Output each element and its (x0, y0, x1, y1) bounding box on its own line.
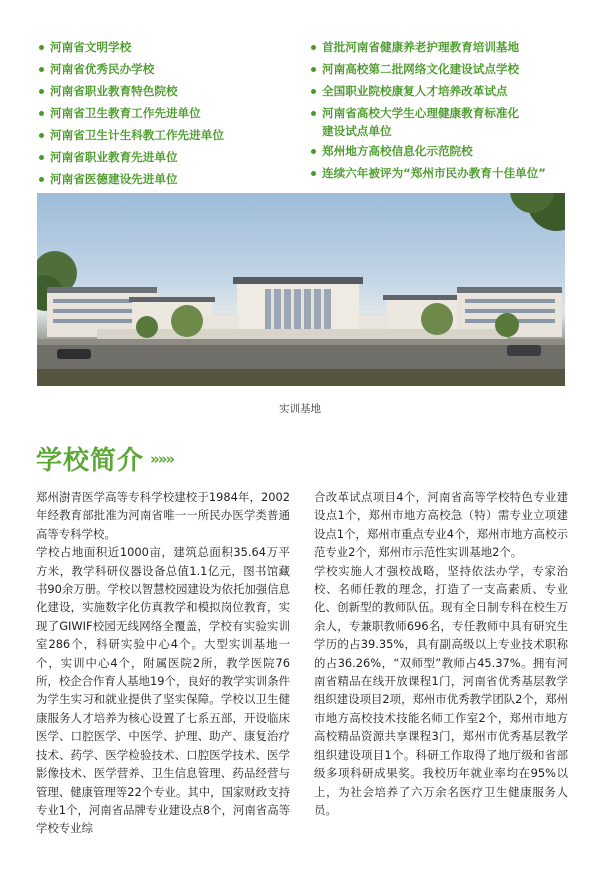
honor-item (310, 140, 578, 162)
honor-item (310, 36, 578, 58)
honor-item (310, 162, 578, 184)
bullet-icon (311, 171, 316, 176)
paragraph: 学校占地面积近1000亩，建筑总面积35.64万平方米，教学科研仪器设备总值1.1亿元，图书馆藏书90余万册。学校以智慧校园建设为依托加强信息化建设，实施数字化仿真教学和模拟岗位教育，实现了GIWIF校园无线网络全覆盖，学校有实验实训室286个，科研实验中心4个。大型实训基地一个，实训中心4个，附属医院2所，教学医院76所，校企合作育人基地19个，良好的教学实训条件为学生实习和就业提供了坚实保障。学校以卫生健康服务人才培养为核心设置了七系五部，开设临床医学、口腔医学、中医学、护理、助产、康复治疗技术、药学、医学检验技术、口腔医学技术、医学影像技术、医学营养、卫生信息管理、药品经营与管理、健康管理等22个专业。其中，国家财政支持专业1个，河南省品牌专业建设点8个，河南省高等学校专业综 (36, 545, 290, 836)
honor-item (38, 124, 300, 146)
campus-photo (37, 193, 565, 386)
bullet-icon (39, 45, 44, 50)
honor-text: 河南省卫生教育工作先进单位 (50, 106, 201, 120)
honor-text: 河南省优秀民办学校 (50, 62, 155, 76)
honors-list-right (310, 36, 578, 190)
honor-item (310, 80, 578, 102)
bullet-icon (311, 89, 316, 94)
chevron-right-icon: »»» (150, 449, 174, 468)
bullet-icon (311, 67, 316, 72)
honor-item (310, 58, 578, 80)
section-title (36, 440, 173, 477)
honor-text: 首批河南省健康养老护理教育培训基地 (322, 40, 520, 54)
campus-building-illustration (37, 193, 565, 386)
honor-item (38, 58, 300, 80)
honor-text: 河南省职业教育先进单位 (50, 150, 178, 164)
bullet-icon (311, 149, 316, 154)
bullet-icon (39, 111, 44, 116)
honor-text: 河南省高校大学生心理健康教育标准化 (322, 106, 520, 120)
honor-item (38, 36, 300, 58)
honors-list-left (38, 36, 300, 190)
bullet-icon (39, 155, 44, 160)
honor-text: 河南高校第二批网络文化建设试点学校 (322, 62, 520, 76)
bullet-icon (311, 45, 316, 50)
honor-text: 河南省卫生计生科教工作先进单位 (50, 128, 224, 142)
bullet-icon (311, 111, 316, 116)
honor-text: 河南省文明学校 (50, 40, 132, 54)
school-introduction (36, 488, 568, 838)
honor-text: 郑州地方高校信息化示范院校 (322, 144, 473, 158)
text-column-left (36, 488, 290, 838)
honor-text: 连续六年被评为“郑州市民办教育十佳单位” (322, 166, 546, 180)
honor-item (38, 146, 300, 168)
honor-text-continued: 建设试点单位 (322, 124, 392, 138)
bullet-icon (39, 89, 44, 94)
bullet-icon (39, 177, 44, 182)
section-title-text: 学校简介 (36, 446, 145, 476)
honor-text: 河南省医德建设先进单位 (50, 172, 178, 186)
paragraph: 学校实施人才强校战略，坚持依法办学，专家治校、名师任教的理念，打造了一支高素质、专业化、创新型的教师队伍。现有全日制专科在校生万余人，专兼职教师696名，专任教师中具有研究生学历的占39.35%，具有副高级以上专业技术职称的占36.26%，“双师型”教师占45.37%。拥有河南省精品在线开放课程1门，河南省优秀基层教学组织建设项目2项，郑州市优秀教学团队2个，郑州市地方高校技术技能名师工作室2个，郑州市地方高校精品资源共享课程3门，郑州市优秀基层教学组织建设项目1个。科研工作取得了地厅级和省部级多项科研成果奖。我校历年就业率均在95%以上，为社会培养了六万余名医疗卫生健康服务人员。 (314, 563, 568, 817)
honor-text: 河南省职业教育特色院校 (50, 84, 178, 98)
honor-item (38, 102, 300, 124)
paragraph: 合改革试点项目4个，河南省高等学校特色专业建设点1个，郑州市地方高校急（特）需专业立项建设点1个，郑州市重点专业4个，郑州市地方高校示范专业2个，郑州市示范性实训基地2个。 (314, 490, 568, 560)
honor-item (310, 102, 578, 140)
text-column-right (314, 488, 568, 838)
photo-caption: 实训基地 (279, 403, 321, 415)
honors-section (38, 36, 578, 190)
honor-item (38, 80, 300, 102)
paragraph: 郑州澍青医学高等专科学校建校于1984年，2002年经教育部批准为河南省唯一一所民办医学类普通高等专科学校。 (36, 490, 290, 541)
honor-item (38, 168, 300, 190)
honor-text: 全国职业院校康复人才培养改革试点 (322, 84, 508, 98)
bullet-icon (39, 133, 44, 138)
bullet-icon (39, 67, 44, 72)
